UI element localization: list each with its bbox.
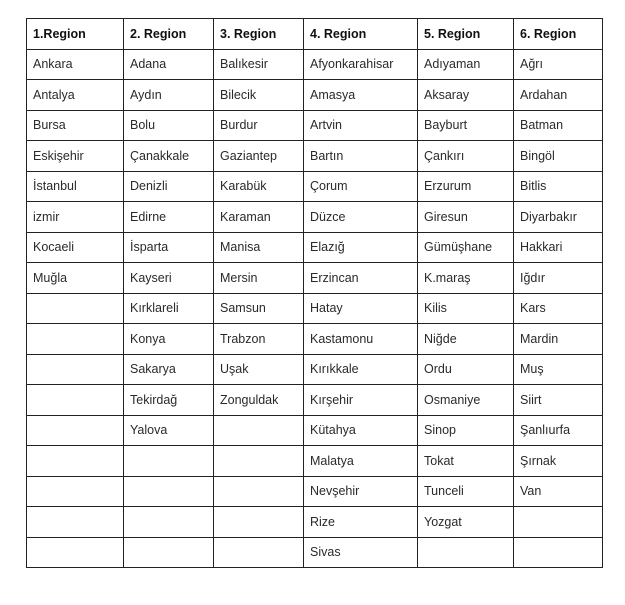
column-header-region-5: 5. Region	[418, 19, 514, 50]
region-table	[26, 18, 603, 568]
province-cell	[27, 415, 124, 446]
province-cell: Bilecik	[214, 80, 304, 111]
province-cell: Erzurum	[418, 171, 514, 202]
table-row	[27, 171, 603, 202]
province-cell: Artvin	[304, 110, 418, 141]
province-cell	[214, 446, 304, 477]
province-cell: Amasya	[304, 80, 418, 111]
table-row	[27, 537, 603, 568]
table-row	[27, 110, 603, 141]
province-cell	[27, 293, 124, 324]
province-cell: Çankırı	[418, 141, 514, 172]
province-cell: Diyarbakır	[514, 202, 603, 233]
province-cell: Kilis	[418, 293, 514, 324]
province-cell: Uşak	[214, 354, 304, 385]
province-cell: Iğdır	[514, 263, 603, 294]
province-cell: Manisa	[214, 232, 304, 263]
province-cell: Bolu	[124, 110, 214, 141]
province-cell: Bayburt	[418, 110, 514, 141]
table-row	[27, 415, 603, 446]
province-cell: Aksaray	[418, 80, 514, 111]
column-header-region-2: 2. Region	[124, 19, 214, 50]
province-cell	[514, 507, 603, 538]
province-cell: Çanakkale	[124, 141, 214, 172]
province-cell: Ankara	[27, 49, 124, 80]
table-row	[27, 324, 603, 355]
province-cell: Nevşehir	[304, 476, 418, 507]
province-cell	[27, 385, 124, 416]
province-cell	[214, 476, 304, 507]
province-cell: Burdur	[214, 110, 304, 141]
province-cell	[418, 537, 514, 568]
province-cell	[514, 537, 603, 568]
province-cell: Eskişehir	[27, 141, 124, 172]
table-row	[27, 49, 603, 80]
table-row	[27, 263, 603, 294]
province-cell: Hatay	[304, 293, 418, 324]
province-cell: Kocaeli	[27, 232, 124, 263]
province-cell: Tunceli	[418, 476, 514, 507]
province-cell: Sakarya	[124, 354, 214, 385]
province-cell: Ordu	[418, 354, 514, 385]
province-cell: Zonguldak	[214, 385, 304, 416]
table-row	[27, 293, 603, 324]
province-cell: Bingöl	[514, 141, 603, 172]
province-cell: Tekirdağ	[124, 385, 214, 416]
province-cell: Kastamonu	[304, 324, 418, 355]
province-cell	[214, 507, 304, 538]
province-cell	[27, 537, 124, 568]
table-row	[27, 354, 603, 385]
province-cell: Şanlıurfa	[514, 415, 603, 446]
province-cell: Yalova	[124, 415, 214, 446]
province-cell	[214, 415, 304, 446]
table-row	[27, 476, 603, 507]
header-row	[27, 19, 603, 50]
province-cell: Yozgat	[418, 507, 514, 538]
province-cell	[27, 507, 124, 538]
province-cell: Niğde	[418, 324, 514, 355]
province-cell: Samsun	[214, 293, 304, 324]
province-cell: Adana	[124, 49, 214, 80]
table-row	[27, 80, 603, 111]
province-cell: Karaman	[214, 202, 304, 233]
province-cell: Konya	[124, 324, 214, 355]
province-cell: Muş	[514, 354, 603, 385]
province-cell: Afyonkarahisar	[304, 49, 418, 80]
province-cell: Hakkari	[514, 232, 603, 263]
province-cell: Ağrı	[514, 49, 603, 80]
province-cell: Tokat	[418, 446, 514, 477]
province-cell: Kırıkkale	[304, 354, 418, 385]
province-cell: Antalya	[27, 80, 124, 111]
province-cell: Aydın	[124, 80, 214, 111]
table-body	[27, 49, 603, 568]
table-row	[27, 385, 603, 416]
column-header-region-3: 3. Region	[214, 19, 304, 50]
province-cell	[124, 476, 214, 507]
province-cell: Mersin	[214, 263, 304, 294]
province-cell: Denizli	[124, 171, 214, 202]
province-cell: Batman	[514, 110, 603, 141]
province-cell: Van	[514, 476, 603, 507]
province-cell	[27, 476, 124, 507]
province-cell: Edirne	[124, 202, 214, 233]
province-cell: Kütahya	[304, 415, 418, 446]
province-cell: Kırklareli	[124, 293, 214, 324]
table-row	[27, 141, 603, 172]
province-cell: Kayseri	[124, 263, 214, 294]
province-cell: Elazığ	[304, 232, 418, 263]
province-cell: Rize	[304, 507, 418, 538]
column-header-region-4: 4. Region	[304, 19, 418, 50]
province-cell	[27, 324, 124, 355]
province-cell: K.maraş	[418, 263, 514, 294]
province-cell	[27, 446, 124, 477]
province-cell: Bursa	[27, 110, 124, 141]
table-row	[27, 507, 603, 538]
province-cell: Trabzon	[214, 324, 304, 355]
province-cell: Gaziantep	[214, 141, 304, 172]
province-cell: Sinop	[418, 415, 514, 446]
province-cell: Kırşehir	[304, 385, 418, 416]
column-header-region-6: 6. Region	[514, 19, 603, 50]
province-cell: Erzincan	[304, 263, 418, 294]
province-cell: İsparta	[124, 232, 214, 263]
province-cell	[214, 537, 304, 568]
province-cell	[27, 354, 124, 385]
province-cell: Giresun	[418, 202, 514, 233]
table-row	[27, 232, 603, 263]
province-cell: Bitlis	[514, 171, 603, 202]
province-cell: Bartın	[304, 141, 418, 172]
province-cell: Düzce	[304, 202, 418, 233]
province-cell: Mardin	[514, 324, 603, 355]
table-row	[27, 446, 603, 477]
province-cell: Malatya	[304, 446, 418, 477]
province-cell: Adıyaman	[418, 49, 514, 80]
province-cell: Siirt	[514, 385, 603, 416]
province-cell: Kars	[514, 293, 603, 324]
province-cell	[124, 446, 214, 477]
province-cell: Ardahan	[514, 80, 603, 111]
province-cell	[124, 537, 214, 568]
province-cell: Gümüşhane	[418, 232, 514, 263]
province-cell: Muğla	[27, 263, 124, 294]
province-cell	[124, 507, 214, 538]
province-cell: izmir	[27, 202, 124, 233]
province-cell: Balıkesir	[214, 49, 304, 80]
column-header-region-1: 1.Region	[27, 19, 124, 50]
province-cell: Sivas	[304, 537, 418, 568]
table-row	[27, 202, 603, 233]
province-cell: Şırnak	[514, 446, 603, 477]
province-cell: Karabük	[214, 171, 304, 202]
province-cell: Çorum	[304, 171, 418, 202]
province-cell: Osmaniye	[418, 385, 514, 416]
province-cell: İstanbul	[27, 171, 124, 202]
